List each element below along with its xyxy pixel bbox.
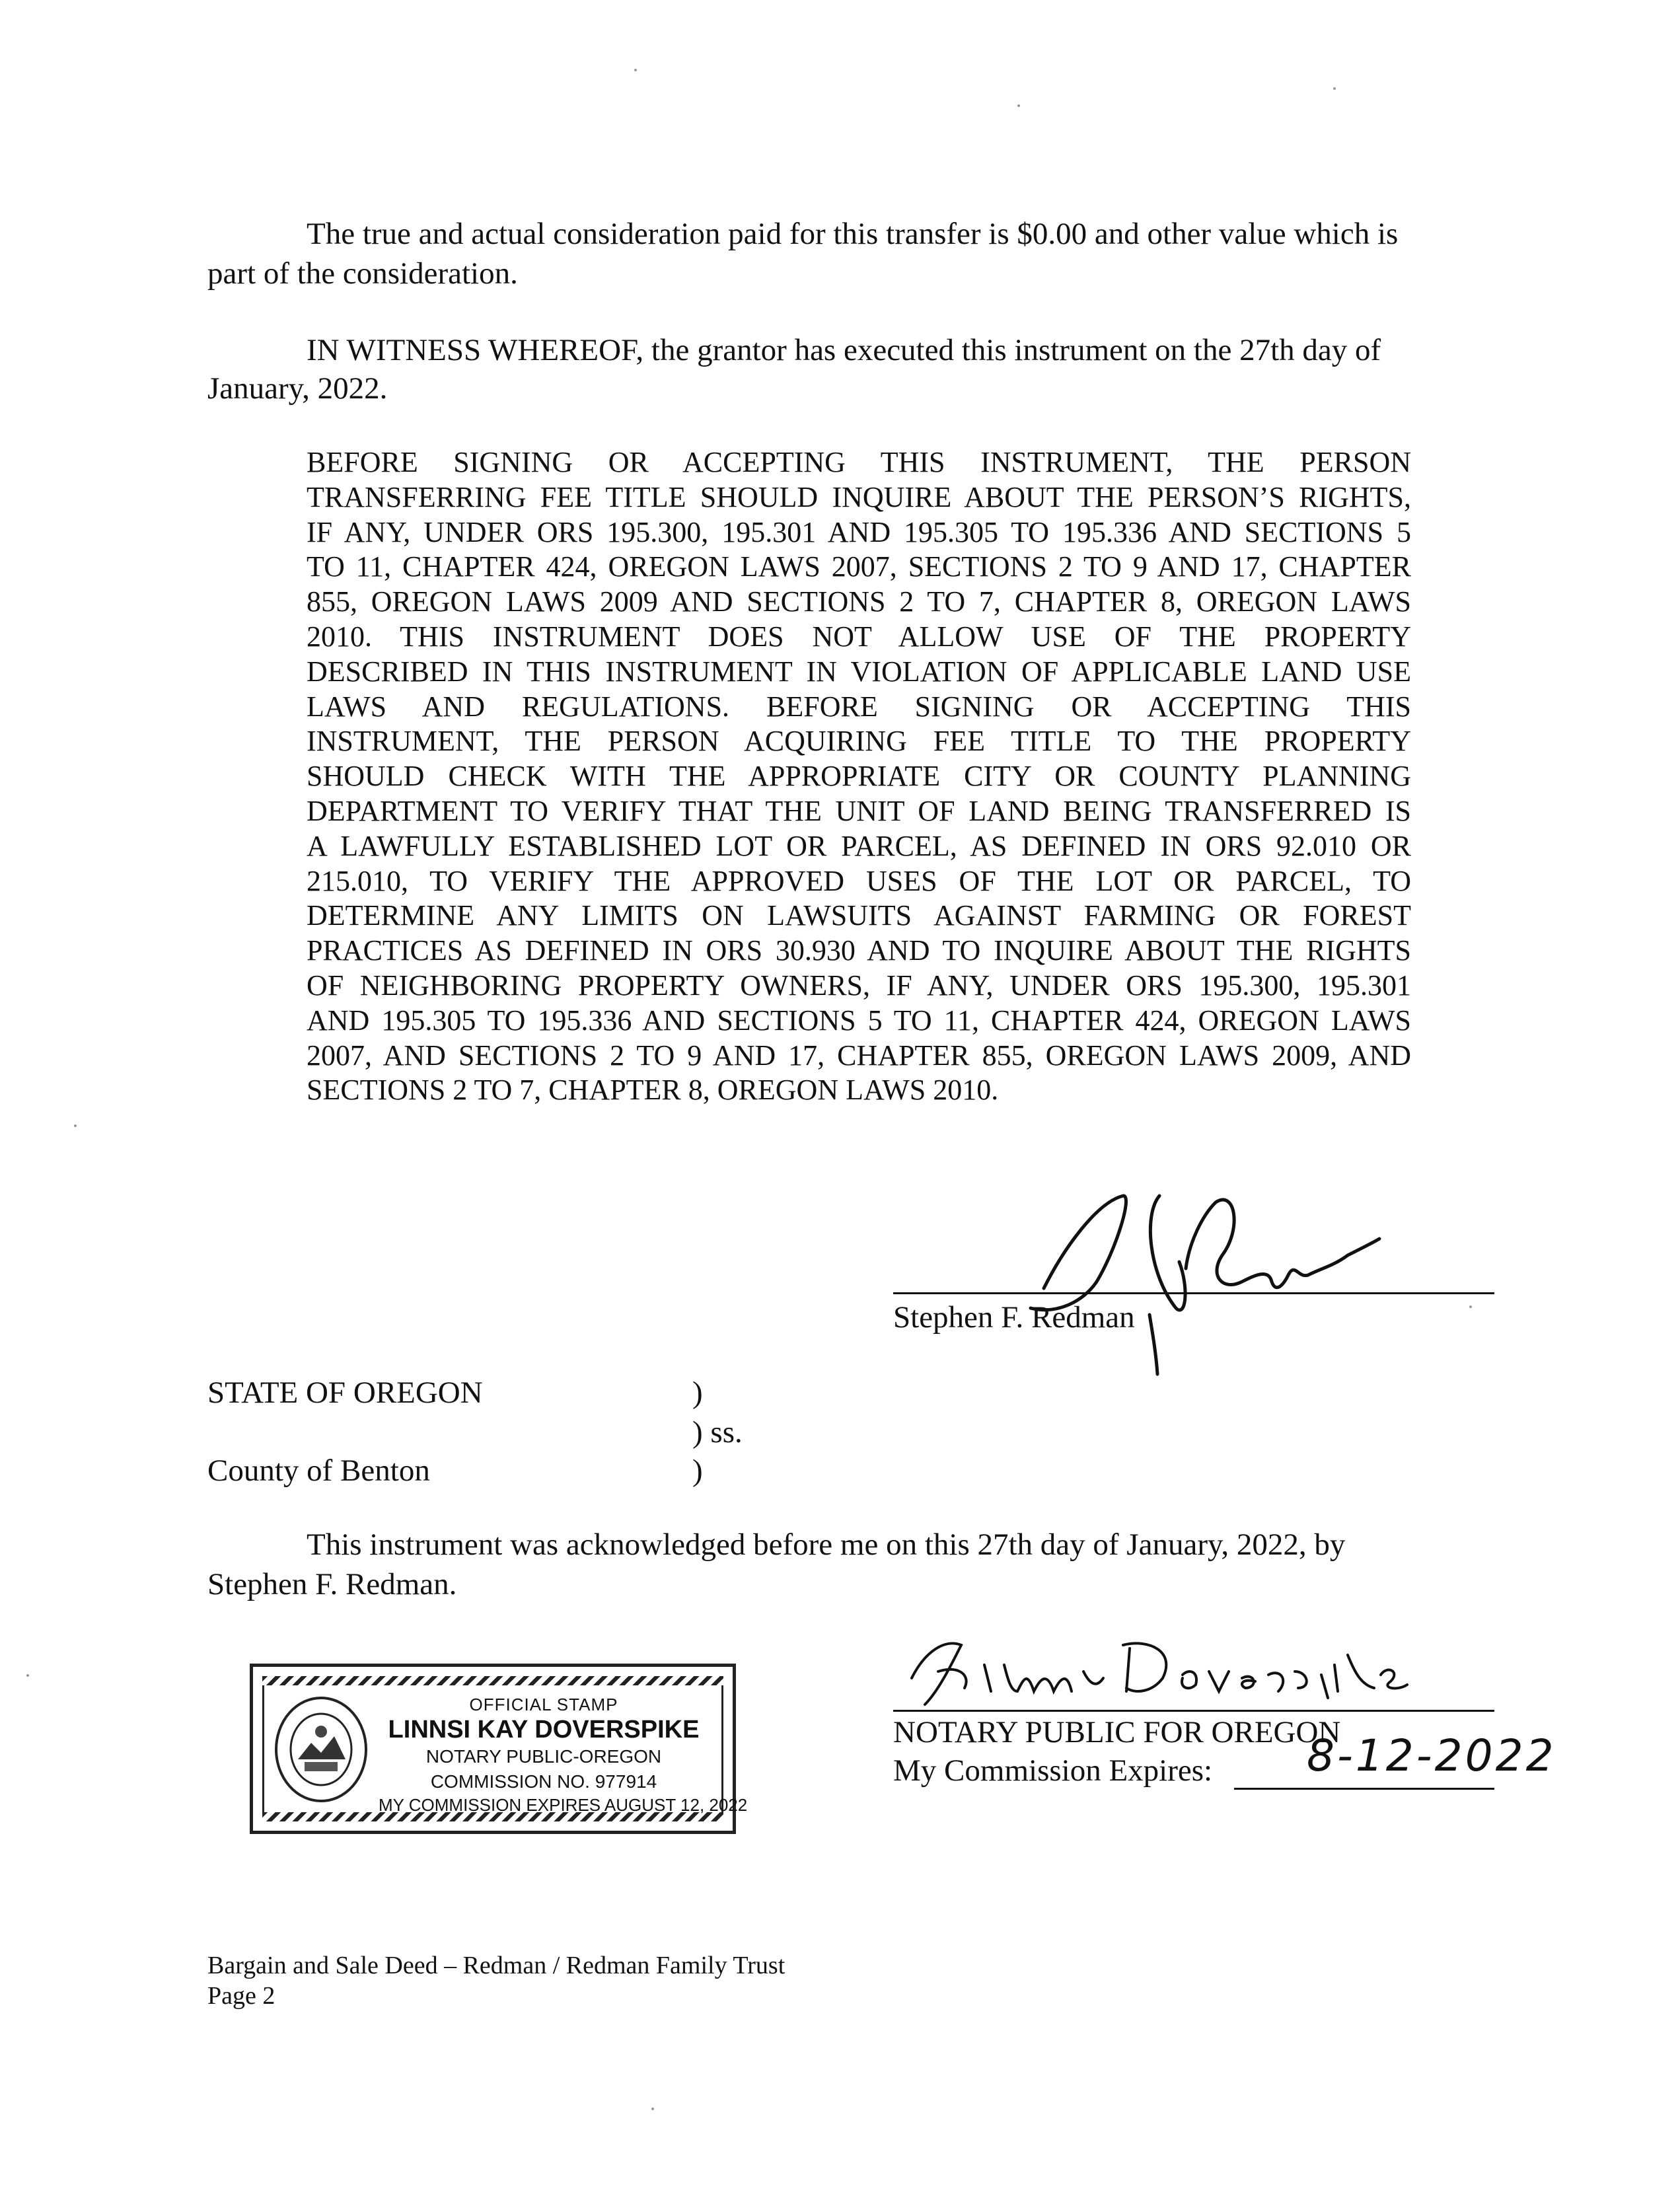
venue-county: County of Benton (207, 1453, 430, 1488)
notice-line: DETERMINE ANY LIMITS ON LAWSUITS AGAINST FARMING OR FOREST (307, 899, 1411, 932)
footer-page-number: Page 2 (207, 1982, 275, 2010)
stamp-heading: OFFICIAL STAMP (469, 1695, 618, 1714)
notice-line: DESCRIBED IN THIS INSTRUMENT IN VIOLATION OF APPLICABLE LAND USE (307, 655, 1411, 688)
notary-stamp (250, 1664, 748, 1834)
stamp-border-pattern-top (262, 1676, 723, 1685)
state-seal-icon (272, 1693, 371, 1806)
stamp-notary-name: LINNSI KAY DOVERSPIKE (388, 1716, 700, 1743)
notice-line: SECTIONS 2 TO 7, CHAPTER 8, OREGON LAWS 2010. (307, 1074, 999, 1107)
notice-line: TO 11, CHAPTER 424, OREGON LAWS 2007, SECTIONS 2 TO 9 AND 17, CHAPTER (307, 550, 1411, 583)
stamp-commission-number: COMMISSION NO. 977914 (430, 1771, 657, 1792)
grantor-signature (1017, 1176, 1387, 1381)
notary-expires-line (1234, 1788, 1494, 1790)
scan-speck (1469, 1305, 1472, 1308)
scan-speck (651, 2108, 654, 2110)
notary-signature-line (893, 1710, 1494, 1712)
notice-line: IF ANY, UNDER ORS 195.300, 195.301 AND 195.305 TO 195.336 AND SECTIONS 5 (307, 515, 1411, 548)
notary-signature (898, 1625, 1493, 1711)
notice-line: 215.010, TO VERIFY THE APPROVED USES OF THE LOT OR PARCEL, TO (307, 864, 1411, 897)
notice-line: SHOULD CHECK WITH THE APPROPRIATE CITY OR COUNTY PLANNING (307, 760, 1411, 793)
grantor-signature-line (893, 1292, 1494, 1294)
notary-title: NOTARY PUBLIC FOR OREGON (893, 1715, 1341, 1749)
consideration-line-1: The true and actual consideration paid for this transfer is $0.00 and other value which is (307, 217, 1399, 251)
notice-line: 2010. THIS INSTRUMENT DOES NOT ALLOW USE OF THE PROPERTY (307, 620, 1411, 653)
grantor-name: Stephen F. Redman (893, 1300, 1135, 1335)
scan-speck (1333, 87, 1336, 90)
acknowledgment-line-1: This instrument was acknowledged before me on this 27th day of January, 2022, by (307, 1527, 1346, 1562)
notice-line: LAWS AND REGULATIONS. BEFORE SIGNING OR ACCEPTING THIS (307, 690, 1411, 723)
venue-paren-top: ) (692, 1376, 703, 1410)
notice-line: 2007, AND SECTIONS 2 TO 9 AND 17, CHAPTER 855, OREGON LAWS 2009, AND (307, 1039, 1411, 1072)
notice-line: A LAWFULLY ESTABLISHED LOT OR PARCEL, AS DEFINED IN ORS 92.010 OR (307, 829, 1411, 862)
witness-line-2: January, 2022. (207, 371, 388, 406)
notice-line: DEPARTMENT TO VERIFY THAT THE UNIT OF LAND BEING TRANSFERRED IS (307, 794, 1411, 827)
scan-speck (634, 69, 637, 71)
notice-line: TRANSFERRING FEE TITLE SHOULD INQUIRE ABOUT THE PERSON’S RIGHTS, (307, 480, 1411, 513)
notice-line: 855, OREGON LAWS 2009 AND SECTIONS 2 TO 7, CHAPTER 8, OREGON LAWS (307, 585, 1411, 618)
scan-speck (74, 1124, 77, 1127)
stamp-title: NOTARY PUBLIC-OREGON (425, 1746, 662, 1767)
venue-state: STATE OF OREGON (207, 1376, 483, 1410)
notice-line: OF NEIGHBORING PROPERTY OWNERS, IF ANY, UNDER ORS 195.300, 195.301 (307, 969, 1411, 1002)
notice-line: INSTRUMENT, THE PERSON ACQUIRING FEE TITLE TO THE PROPERTY (307, 725, 1411, 758)
scan-speck (1017, 104, 1020, 107)
consideration-line-2: part of the consideration. (207, 256, 518, 291)
witness-line-1: IN WITNESS WHEREOF, the grantor has executed this instrument on the 27th day of (307, 333, 1381, 367)
venue-ss: ) ss. (692, 1415, 743, 1450)
stamp-expiration: MY COMMISSION EXPIRES AUGUST 12, 2022 (379, 1795, 748, 1815)
scan-speck (26, 1674, 29, 1677)
notary-expires-label: My Commission Expires: (893, 1753, 1213, 1788)
notice-line: BEFORE SIGNING OR ACCEPTING THIS INSTRUMENT, THE PERSON (307, 446, 1411, 478)
notice-line: AND 195.305 TO 195.336 AND SECTIONS 5 TO 11, CHAPTER 424, OREGON LAWS (307, 1004, 1411, 1037)
acknowledgment-line-2: Stephen F. Redman. (207, 1567, 457, 1601)
notary-expires-value: 8-12-2022 (1307, 1730, 1556, 1781)
venue-paren-bottom: ) (692, 1453, 703, 1488)
statutory-notice (307, 445, 1411, 1108)
footer-document-title: Bargain and Sale Deed – Redman / Redman Family Trust (207, 1952, 785, 1979)
notice-line: PRACTICES AS DEFINED IN ORS 30.930 AND TO INQUIRE ABOUT THE RIGHTS (307, 934, 1411, 967)
